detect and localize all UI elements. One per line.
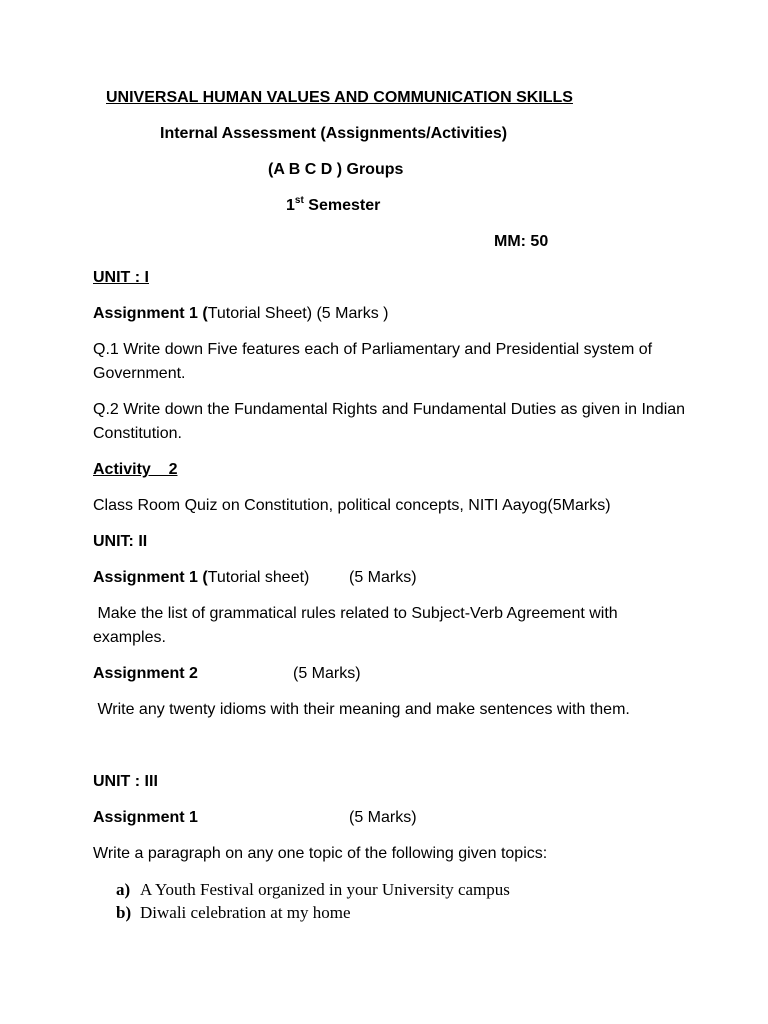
groups-line: (A B C D ) Groups (268, 161, 404, 178)
unit-3-assignment-1-marks: (5 Marks) (349, 809, 417, 826)
assignment-detail: Tutorial sheet) (207, 569, 310, 586)
list-marker: b) (116, 903, 132, 922)
unit-1-activity-text: Class Room Quiz on Constitution, political concepts, NITI Aayog(5Marks) (93, 497, 611, 514)
semester-suffix: st (294, 194, 304, 206)
unit-3-heading: UNIT : III (93, 773, 158, 790)
assignment-label: Assignment 1 ( (93, 305, 208, 322)
unit-1-heading: UNIT : I (93, 269, 149, 286)
document-title: UNIVERSAL HUMAN VALUES AND COMMUNICATION SKILLS (106, 89, 573, 106)
unit-1-assignment-1 (93, 302, 388, 326)
semester-line (286, 194, 380, 218)
assignment-detail: Tutorial Sheet) (5 Marks ) (207, 305, 389, 322)
list-item (116, 901, 351, 924)
unit-2-assignment-2-text: Write any twenty idioms with their meaning and make sentences with them. (93, 701, 630, 718)
unit-2-assignment-2-marks: (5 Marks) (293, 665, 361, 682)
assignment-label: Assignment 1 ( (93, 569, 208, 586)
unit-1-question-1: Q.1 Write down Five features each of Parliamentary and Presidential system of Government. (93, 341, 653, 382)
unit-3-intro: Write a paragraph on any one topic of the following given topics: (93, 845, 548, 862)
semester-label: Semester (308, 197, 381, 214)
unit-1-question-2: Q.2 Write down the Fundamental Rights and Fundamental Duties as given in Indian Constitution. (93, 401, 686, 442)
list-item-text: Diwali celebration at my home (140, 903, 351, 922)
document-subtitle: Internal Assessment (Assignments/Activities) (160, 125, 508, 142)
semester-number: 1 (286, 197, 295, 214)
list-item-text: A Youth Festival organized in your University campus (140, 880, 510, 899)
unit-3-assignment-1: Assignment 1 (93, 809, 198, 826)
list-marker: a) (116, 880, 131, 899)
unit-2-assignment-1-marks: (5 Marks) (349, 569, 417, 586)
list-item (116, 878, 510, 901)
unit-2-assignment-1-text: Make the list of grammatical rules related to Subject-Verb Agreement with examples. (93, 605, 623, 646)
unit-2-assignment-1 (93, 566, 309, 590)
unit-2-assignment-2: Assignment 2 (93, 665, 198, 682)
unit-1-activity-heading: Activity 2 (93, 461, 178, 478)
unit-2-heading: UNIT: II (93, 533, 148, 550)
max-marks: MM: 50 (494, 233, 549, 250)
